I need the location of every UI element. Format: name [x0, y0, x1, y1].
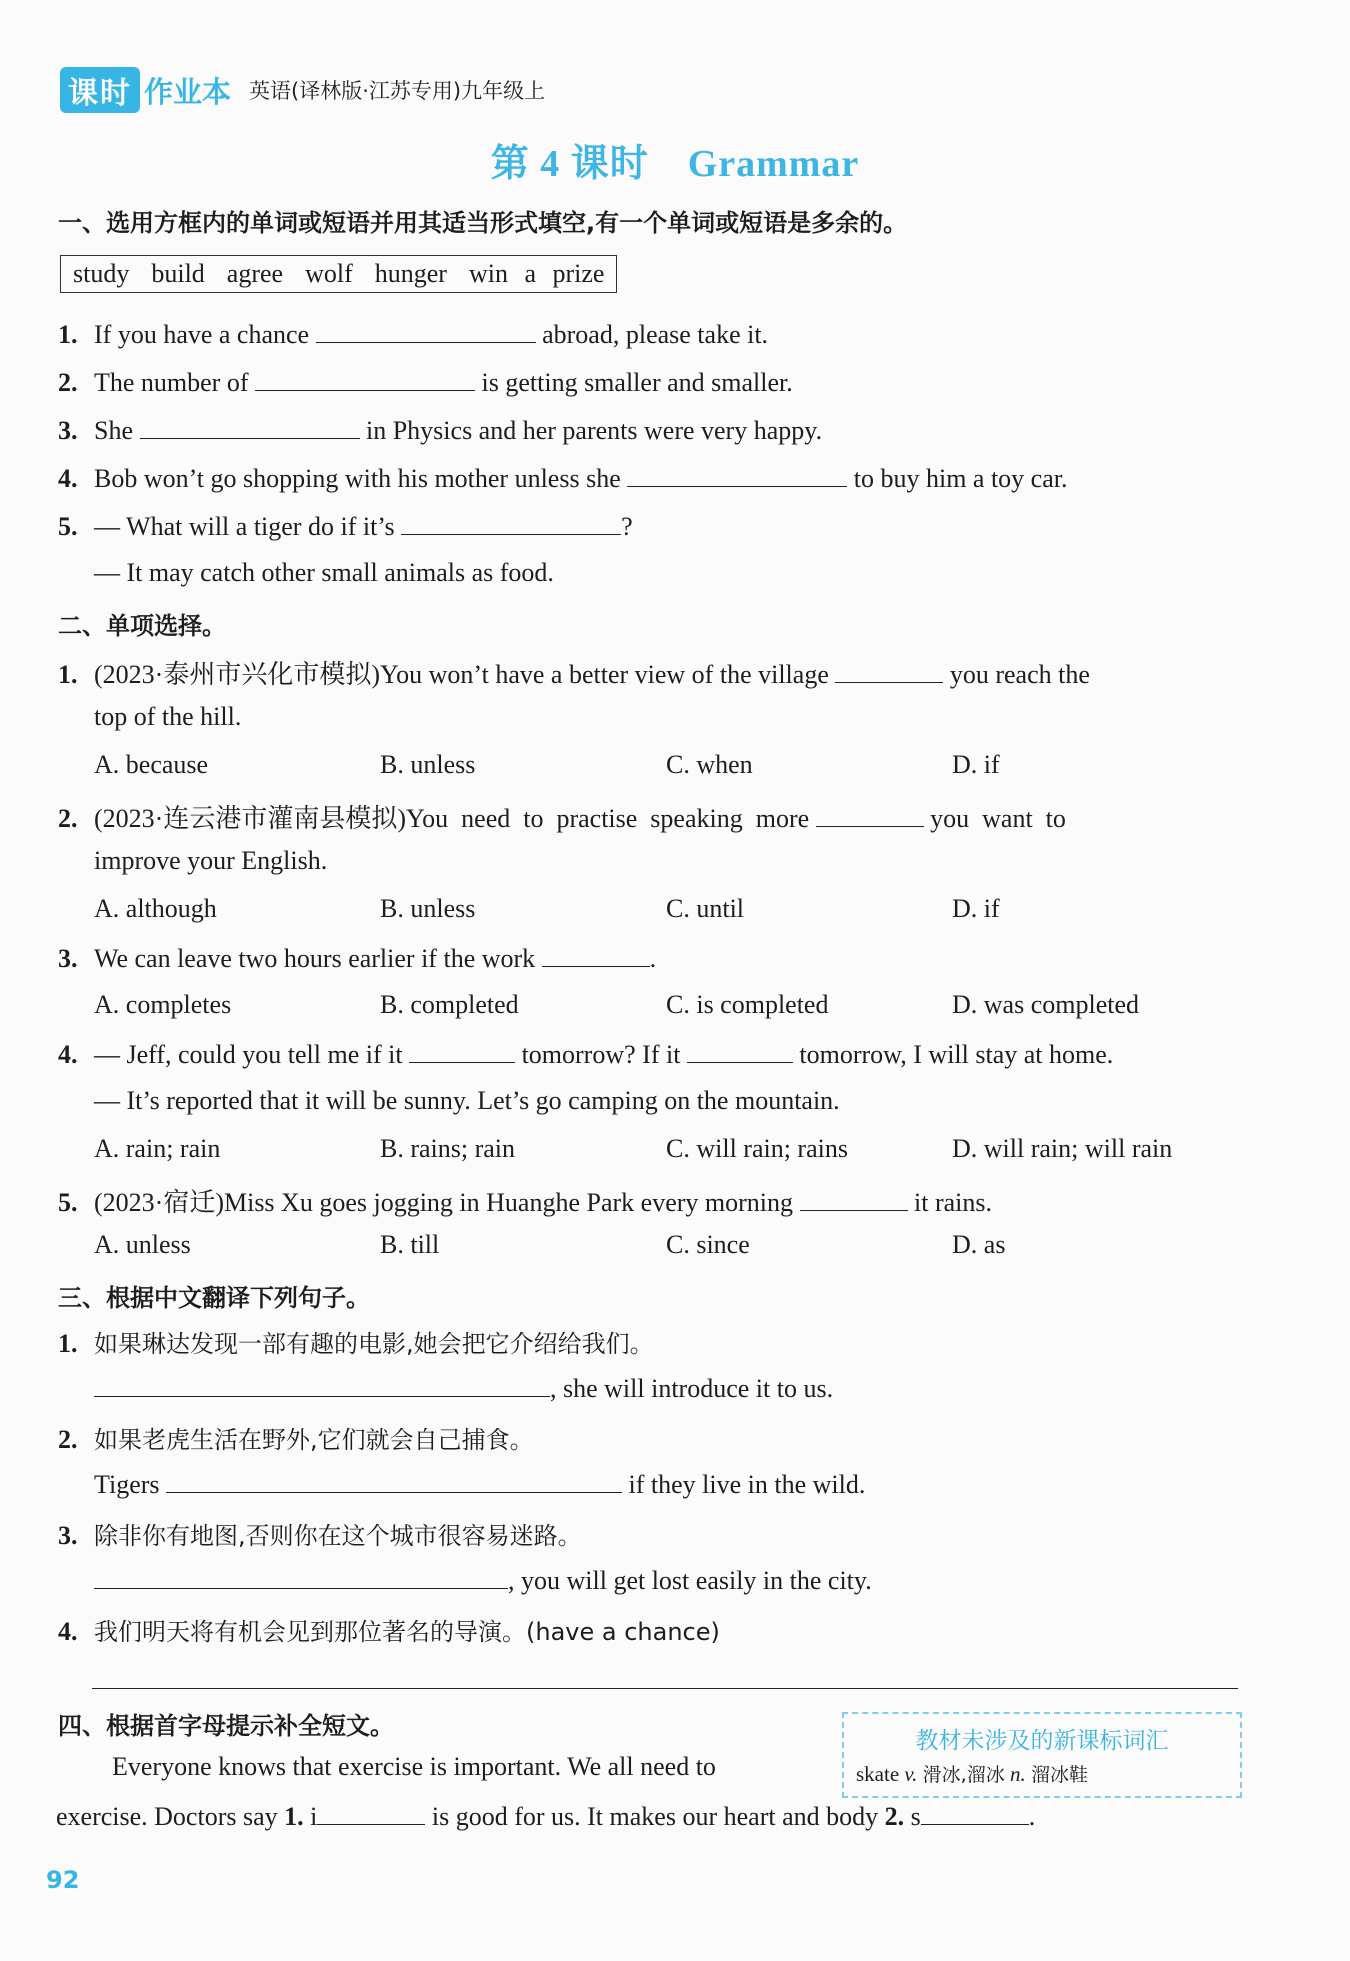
q-text: is getting smaller and smaller.	[481, 368, 793, 397]
section-3-heading: 三、根据中文翻译下列句子。	[58, 1284, 370, 1312]
s3-q4-answer-line[interactable]	[92, 1688, 1238, 1689]
q-text: .	[649, 944, 657, 973]
section-4-heading: 四、根据首字母提示补全短文。	[58, 1712, 394, 1740]
s2-q5	[58, 1182, 992, 1219]
q-number: 5.	[58, 512, 78, 541]
q-number: 1.	[58, 320, 78, 349]
page-header	[60, 70, 545, 110]
answer-blank[interactable]	[687, 1038, 793, 1063]
s2-q4	[58, 1038, 1113, 1070]
q-text: The number of	[94, 368, 249, 397]
q-text: in Physics and her parents were very happy.	[366, 416, 823, 445]
s1-q5	[58, 510, 633, 542]
answer-blank[interactable]	[800, 1186, 908, 1211]
q-number: 3.	[58, 1521, 78, 1550]
vocab-title: 教材未涉及的新课标词汇	[915, 1728, 1169, 1754]
q-text: if they live in the wild.	[628, 1470, 866, 1499]
s2-q5-option-b[interactable]: B. till	[380, 1230, 440, 1259]
q-text: exercise. Doctors say	[56, 1802, 278, 1831]
q-number: 2.	[58, 368, 78, 397]
lesson-title: 第 4 课时 Grammar	[490, 143, 860, 185]
q-text: tomorrow, I will stay at home.	[799, 1040, 1114, 1069]
word-study: study	[73, 259, 130, 288]
vocab-pos: n.	[1009, 1762, 1026, 1786]
q-text: , she will introduce it to us.	[550, 1374, 834, 1403]
s2-q3-option-a[interactable]: A. completes	[94, 990, 232, 1019]
answer-blank[interactable]	[835, 658, 943, 683]
s1-q2	[58, 366, 793, 398]
s2-q2-option-b[interactable]: B. unless	[380, 894, 476, 923]
answer-blank[interactable]	[627, 462, 847, 487]
vocab-entry	[856, 1760, 1088, 1787]
answer-blank[interactable]	[166, 1468, 622, 1493]
q-text: She	[94, 416, 133, 445]
answer-blank[interactable]	[542, 942, 650, 967]
chinese-sentence: 我们明天将有机会见到那位著名的导演。(have a chance)	[94, 1618, 720, 1646]
series-logo: 课时	[60, 67, 140, 113]
s2-q4-option-b[interactable]: B. rains; rain	[380, 1134, 516, 1163]
s1-q1	[58, 318, 768, 350]
s2-q4-option-c[interactable]: C. will rain; rains	[666, 1134, 848, 1163]
q-number: 5.	[58, 1188, 78, 1217]
s3-q3-cn	[58, 1516, 582, 1551]
s2-q3-option-d[interactable]: D. was completed	[952, 990, 1140, 1019]
vocab-def: 滑冰,溜冰	[922, 1764, 1005, 1786]
q-text: We can leave two hours earlier if the work	[94, 944, 536, 973]
answer-blank[interactable]	[94, 1372, 550, 1397]
q-number: 3.	[58, 944, 78, 973]
s1-q5-reply: — It may catch other small animals as food.	[94, 558, 554, 587]
q-text: it rains.	[914, 1188, 993, 1217]
s1-q4	[58, 462, 1068, 494]
s2-q5-option-d[interactable]: D. as	[952, 1230, 1006, 1259]
word-wolf: wolf	[305, 259, 353, 288]
blank-number: 2.	[884, 1802, 905, 1831]
s2-q3-option-b[interactable]: B. completed	[380, 990, 519, 1019]
section-2-heading: 二、单项选择。	[58, 612, 226, 640]
s3-q1-cn	[58, 1324, 654, 1359]
q-text: tomorrow? If it	[521, 1040, 681, 1069]
answer-blank[interactable]	[921, 1800, 1029, 1825]
s3-q1-en	[94, 1372, 833, 1404]
q-text: .	[1028, 1802, 1036, 1831]
answer-blank[interactable]	[255, 366, 475, 391]
q-text: (2023·泰州市兴化市模拟)You won’t have a better view of the village	[94, 660, 829, 689]
q-number: 4.	[58, 1617, 78, 1646]
word-build: build	[151, 259, 205, 288]
s3-q3-en	[94, 1564, 872, 1596]
s2-q1-option-c[interactable]: C. when	[666, 750, 753, 779]
s2-q2-option-a[interactable]: A. although	[94, 894, 217, 923]
s2-q1-option-b[interactable]: B. unless	[380, 750, 476, 779]
q-text: Bob won’t go shopping with his mother unless she	[94, 464, 621, 493]
answer-blank[interactable]	[94, 1564, 508, 1589]
first-letter-hint: s	[910, 1802, 921, 1831]
answer-blank[interactable]	[816, 802, 924, 827]
q-text: If you have a chance	[94, 320, 310, 349]
q-text: you want to	[930, 804, 1066, 833]
q-number: 3.	[58, 416, 78, 445]
q-number: 4.	[58, 1040, 78, 1069]
page-number: 92	[46, 1866, 80, 1894]
q-text: you reach the	[949, 660, 1090, 689]
q-text: (2023·宿迁)Miss Xu goes jogging in Huanghe Park every morning	[94, 1188, 794, 1217]
passage-line-2	[56, 1800, 1035, 1832]
word-agree: agree	[226, 259, 284, 288]
s2-q1-option-d[interactable]: D. if	[952, 750, 1000, 779]
book-subtitle: 英语(译林版·江苏专用)九年级上	[249, 79, 546, 103]
s3-q4-cn	[58, 1612, 720, 1647]
q-text: , you will get lost easily in the city.	[508, 1566, 872, 1595]
q-text: — Jeff, could you tell me if it	[94, 1040, 403, 1069]
chinese-sentence: 如果老虎生活在野外,它们就会自己捕食。	[94, 1426, 534, 1454]
answer-blank[interactable]	[401, 510, 621, 535]
chinese-sentence: 如果琳达发现一部有趣的电影,她会把它介绍给我们。	[94, 1330, 654, 1358]
section-1-heading: 一、选用方框内的单词或短语并用其适当形式填空,有一个单词或短语是多余的。	[58, 209, 908, 237]
vocabulary-box	[842, 1712, 1242, 1798]
s2-q1	[58, 654, 1090, 691]
s2-q4-option-a[interactable]: A. rain; rain	[94, 1134, 221, 1163]
word-win-a-prize: win a prize	[468, 259, 605, 288]
s2-q1-cont: top of the hill.	[94, 702, 242, 731]
q-text: ?	[621, 512, 633, 541]
vocab-def: 溜冰鞋	[1030, 1764, 1088, 1786]
s2-q1-option-a[interactable]: A. because	[94, 750, 209, 779]
q-text: is good for us. It makes our heart and body	[431, 1802, 879, 1831]
q-text: to buy him a toy car.	[853, 464, 1068, 493]
q-number: 1.	[58, 660, 78, 689]
s2-q2-option-c[interactable]: C. until	[666, 894, 745, 923]
q-number: 2.	[58, 804, 78, 833]
s1-q3	[58, 414, 822, 446]
answer-blank[interactable]	[317, 1800, 425, 1825]
s3-q2-en	[94, 1468, 865, 1500]
q-text: — What will a tiger do if it’s	[94, 512, 395, 541]
s2-q4-reply: — It’s reported that it will be sunny. Let’s go camping on the mountain.	[94, 1086, 840, 1115]
q-text: abroad, please take it.	[542, 320, 769, 349]
s2-q5-option-a[interactable]: A. unless	[94, 1230, 191, 1259]
s2-q3	[58, 942, 656, 974]
passage-line-1: Everyone knows that exercise is important. We all need to	[112, 1752, 716, 1781]
q-number: 2.	[58, 1425, 78, 1454]
answer-blank[interactable]	[409, 1038, 515, 1063]
q-text: (2023·连云港市灌南县模拟)You need to practise speaking more	[94, 804, 810, 833]
s2-q2-option-d[interactable]: D. if	[952, 894, 1000, 923]
s3-q2-cn	[58, 1420, 534, 1455]
vocab-pos: v.	[904, 1762, 918, 1786]
blank-number: 1.	[284, 1802, 304, 1831]
chinese-sentence: 除非你有地图,否则你在这个城市很容易迷路。	[94, 1522, 582, 1550]
first-letter-hint: i	[310, 1802, 318, 1831]
q-number: 1.	[58, 1329, 78, 1358]
s2-q4-option-d[interactable]: D. will rain; will rain	[952, 1134, 1173, 1163]
answer-blank[interactable]	[140, 414, 360, 439]
q-text: Tigers	[94, 1470, 160, 1499]
answer-blank[interactable]	[316, 318, 536, 343]
s2-q5-option-c[interactable]: C. since	[666, 1230, 750, 1259]
s2-q2-cont: improve your English.	[94, 846, 328, 875]
word-box	[60, 255, 617, 293]
vocab-word: skate	[856, 1762, 900, 1786]
q-number: 4.	[58, 464, 78, 493]
s2-q2	[58, 798, 1066, 835]
series-logo-text: 作业本	[144, 74, 232, 109]
word-hunger: hunger	[374, 259, 447, 288]
s2-q3-option-c[interactable]: C. is completed	[666, 990, 829, 1019]
